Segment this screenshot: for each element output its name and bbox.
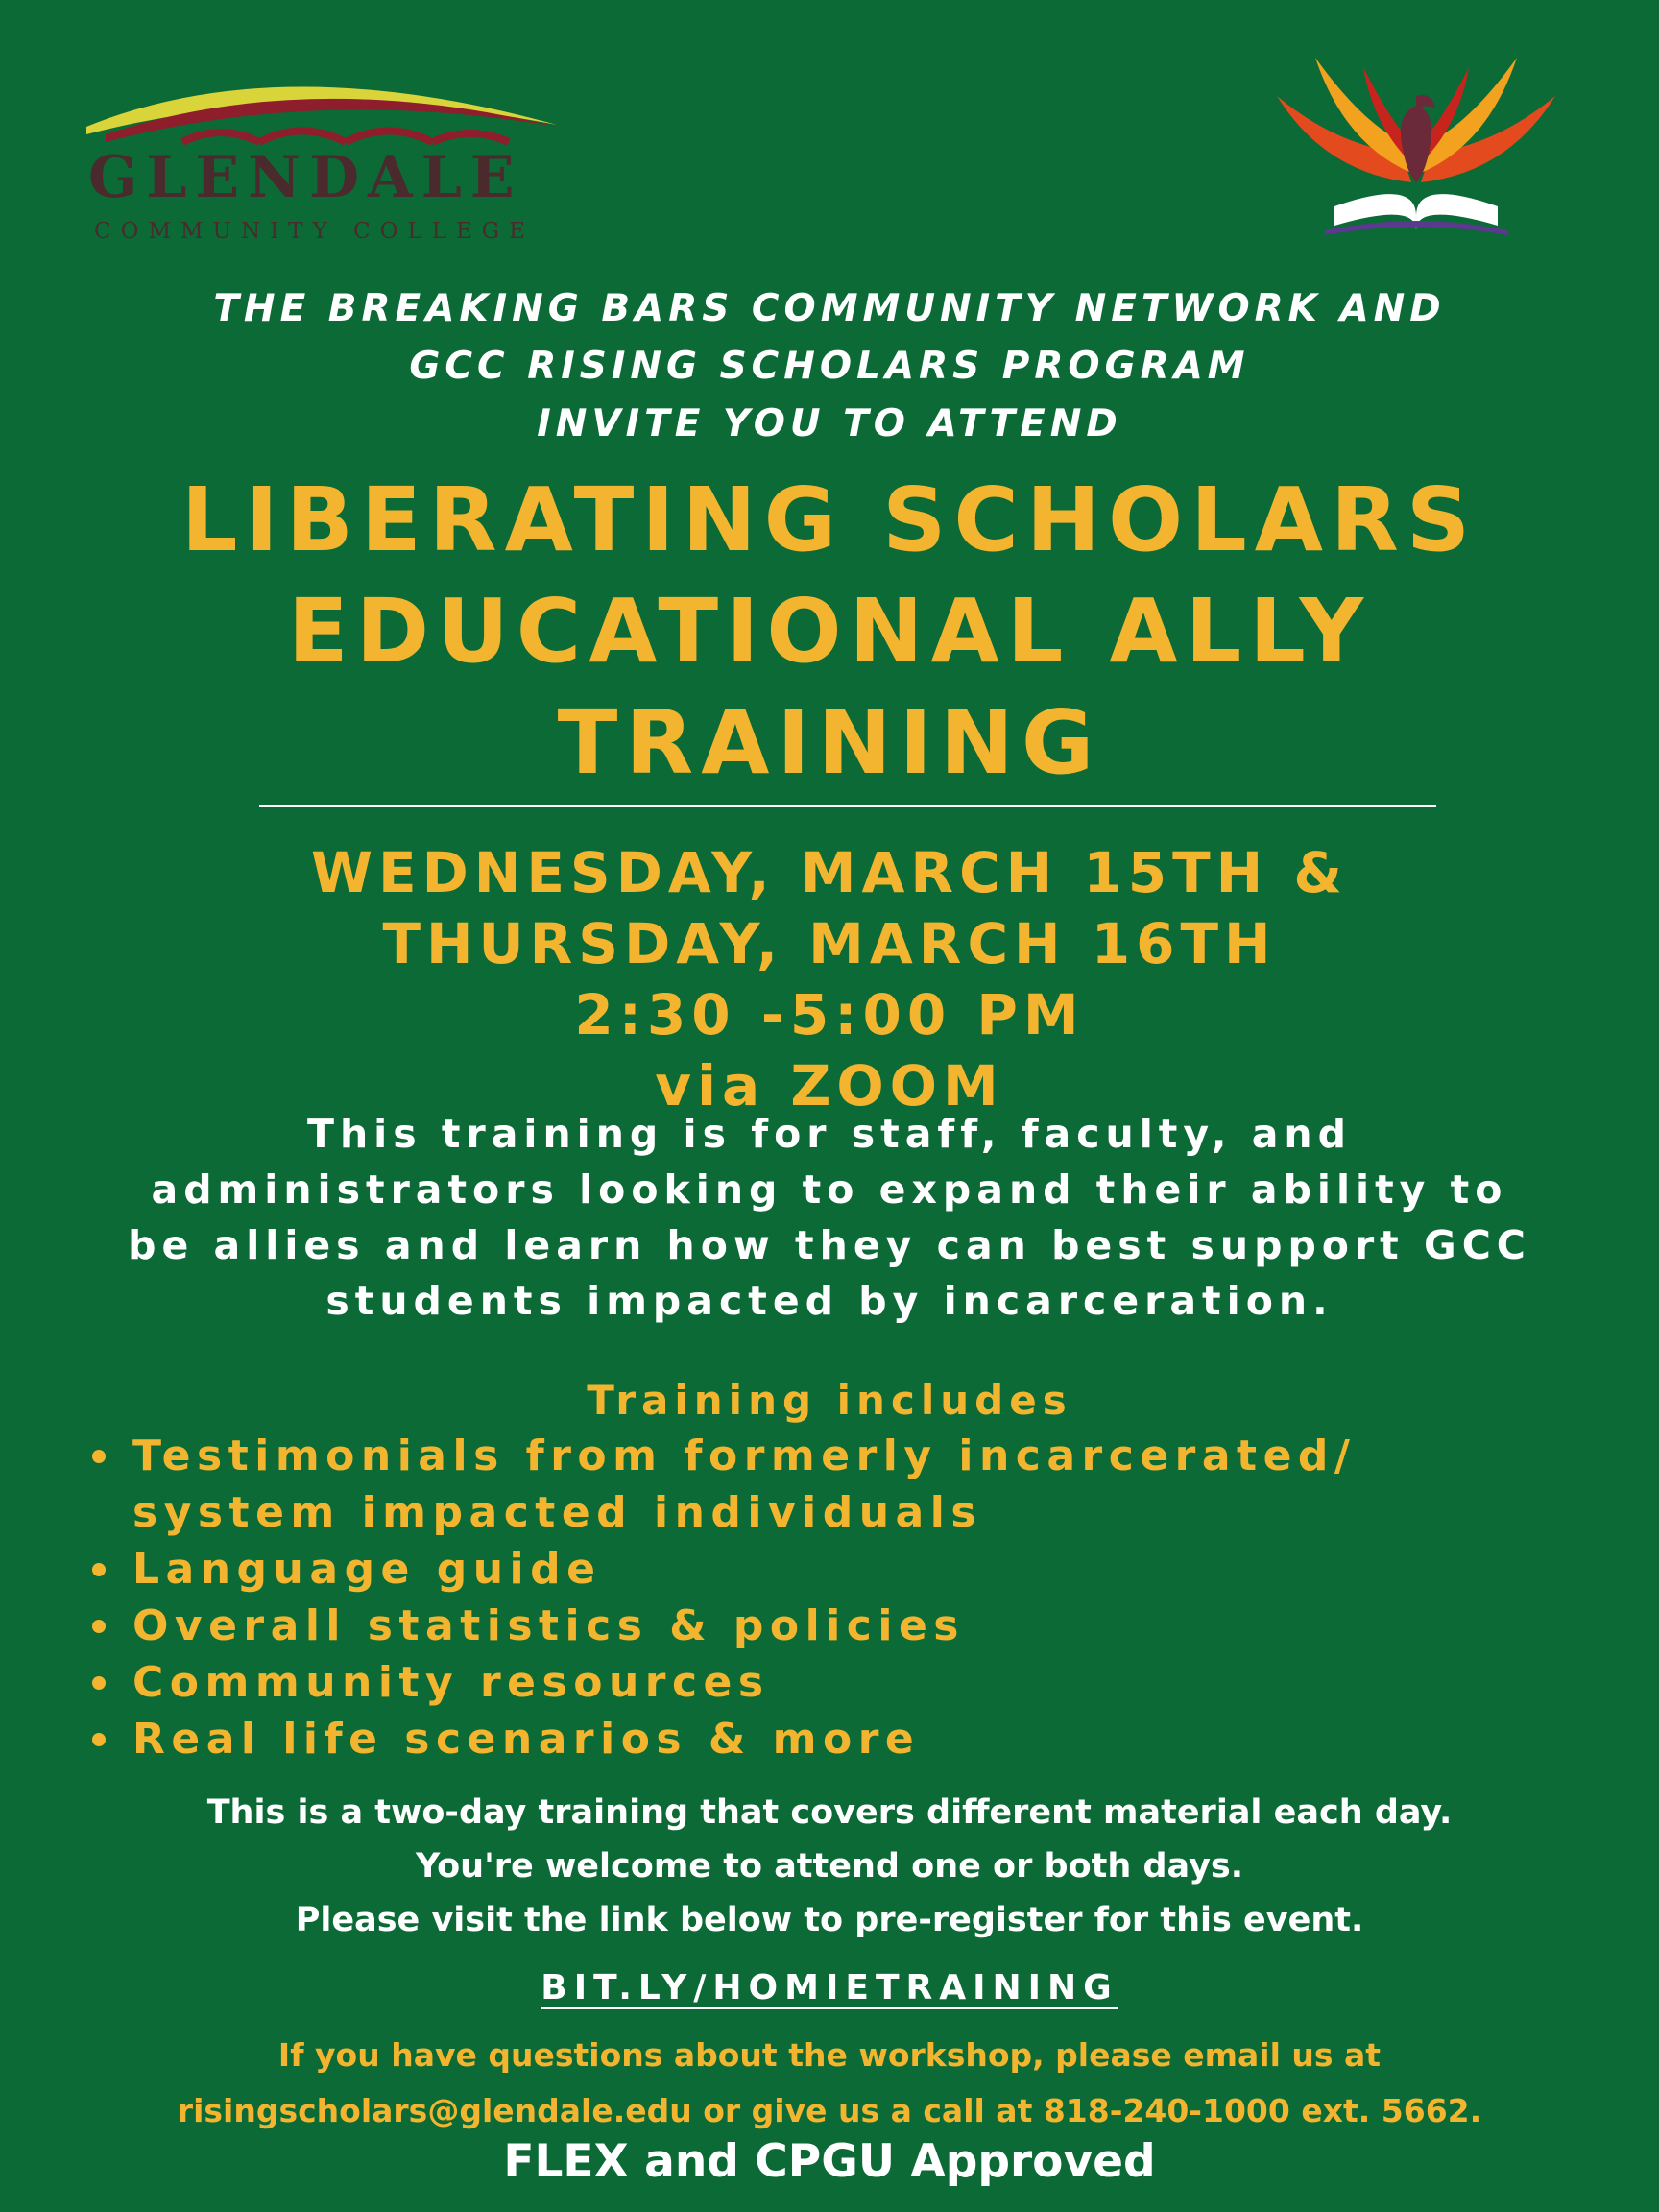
event-description (0, 1106, 1659, 1329)
contact-line: risingscholars@glendale.edu or give us a call at 818-240-1000 ext. 5662. (177, 2092, 1482, 2129)
list-item-text: Real life scenarios & more (132, 1715, 921, 1764)
list-item (84, 1654, 1621, 1711)
description-line: students impacted by incarceration. (325, 1278, 1334, 1324)
includes-heading: Training includes (587, 1377, 1072, 1424)
phoenix-head (1416, 95, 1435, 110)
description-line: This training is for staff, faculty, and (307, 1111, 1352, 1157)
college-subtitle: COMMUNITY COLLEGE (94, 219, 535, 244)
phoenix-right-wing (1419, 58, 1555, 182)
invitation-kicker (0, 280, 1659, 453)
kicker-line: THE BREAKING BARS COMMUNITY NETWORK AND (213, 287, 1446, 330)
bullet-icon (92, 1620, 106, 1633)
kicker-line: INVITE YOU TO ATTEND (537, 402, 1122, 445)
list-item-text: Overall statistics & policies (132, 1601, 965, 1650)
list-item (84, 1598, 1621, 1654)
event-title (0, 465, 1659, 799)
bullet-icon (92, 1733, 106, 1746)
description-line: be allies and learn how they can best support GCC (128, 1222, 1531, 1268)
note-line: You're welcome to attend one or both days. (415, 1847, 1244, 1886)
description-line: administrators looking to expand their ability to (151, 1166, 1508, 1213)
title-line: TRAINING (557, 691, 1102, 794)
list-item (84, 1541, 1621, 1598)
includes-list (84, 1428, 1621, 1767)
schedule-line: 2:30 -5:00 PM (574, 982, 1085, 1047)
title-line: EDUCATIONAL ALLY (287, 580, 1372, 683)
schedule-line: THURSDAY, MARCH 16TH (382, 911, 1277, 976)
kicker-line: GCC RISING SCHOLARS PROGRAM (409, 345, 1250, 388)
phoenix-left-wing (1277, 58, 1413, 182)
bullet-icon (92, 1676, 106, 1690)
schedule-line: WEDNESDAY, MARCH 15TH & (311, 840, 1348, 905)
list-item-text: system impacted individuals (132, 1488, 983, 1537)
list-item (84, 1428, 1621, 1541)
registration-notes (0, 1786, 1659, 1947)
phoenix-book-icon (1267, 38, 1565, 250)
bullet-icon (92, 1563, 106, 1576)
registration-link-row (0, 1968, 1659, 2008)
list-item-text: Testimonials from formerly incarcerated/ (132, 1431, 1357, 1480)
note-line: This is a two-day training that covers different material each day. (206, 1793, 1453, 1832)
note-line: Please visit the link below to pre-register for this event. (295, 1901, 1364, 1939)
schedule-line: via ZOOM (655, 1053, 1004, 1118)
contact-info (0, 2028, 1659, 2139)
college-wordmark: GLENDALE (88, 144, 523, 211)
logo-bridge-arch (182, 132, 259, 142)
contact-line: If you have questions about the workshop, please email us at (277, 2036, 1382, 2074)
bullet-icon (92, 1450, 106, 1463)
list-item (84, 1711, 1621, 1767)
approval-badge: FLEX and CPGU Approved (503, 2135, 1156, 2188)
registration-link[interactable]: BIT.LY/HOMIETRAINING (541, 1968, 1118, 2008)
divider-line (259, 805, 1436, 807)
title-line: LIBERATING SCHOLARS (180, 469, 1479, 571)
logo-bridge-arch (346, 132, 432, 143)
list-item-text: Language guide (132, 1545, 602, 1594)
logo-bridge-arch (259, 132, 346, 143)
event-schedule (0, 837, 1659, 1121)
list-item-text: Community resources (132, 1658, 770, 1707)
logo-bridge-arch (432, 133, 509, 142)
